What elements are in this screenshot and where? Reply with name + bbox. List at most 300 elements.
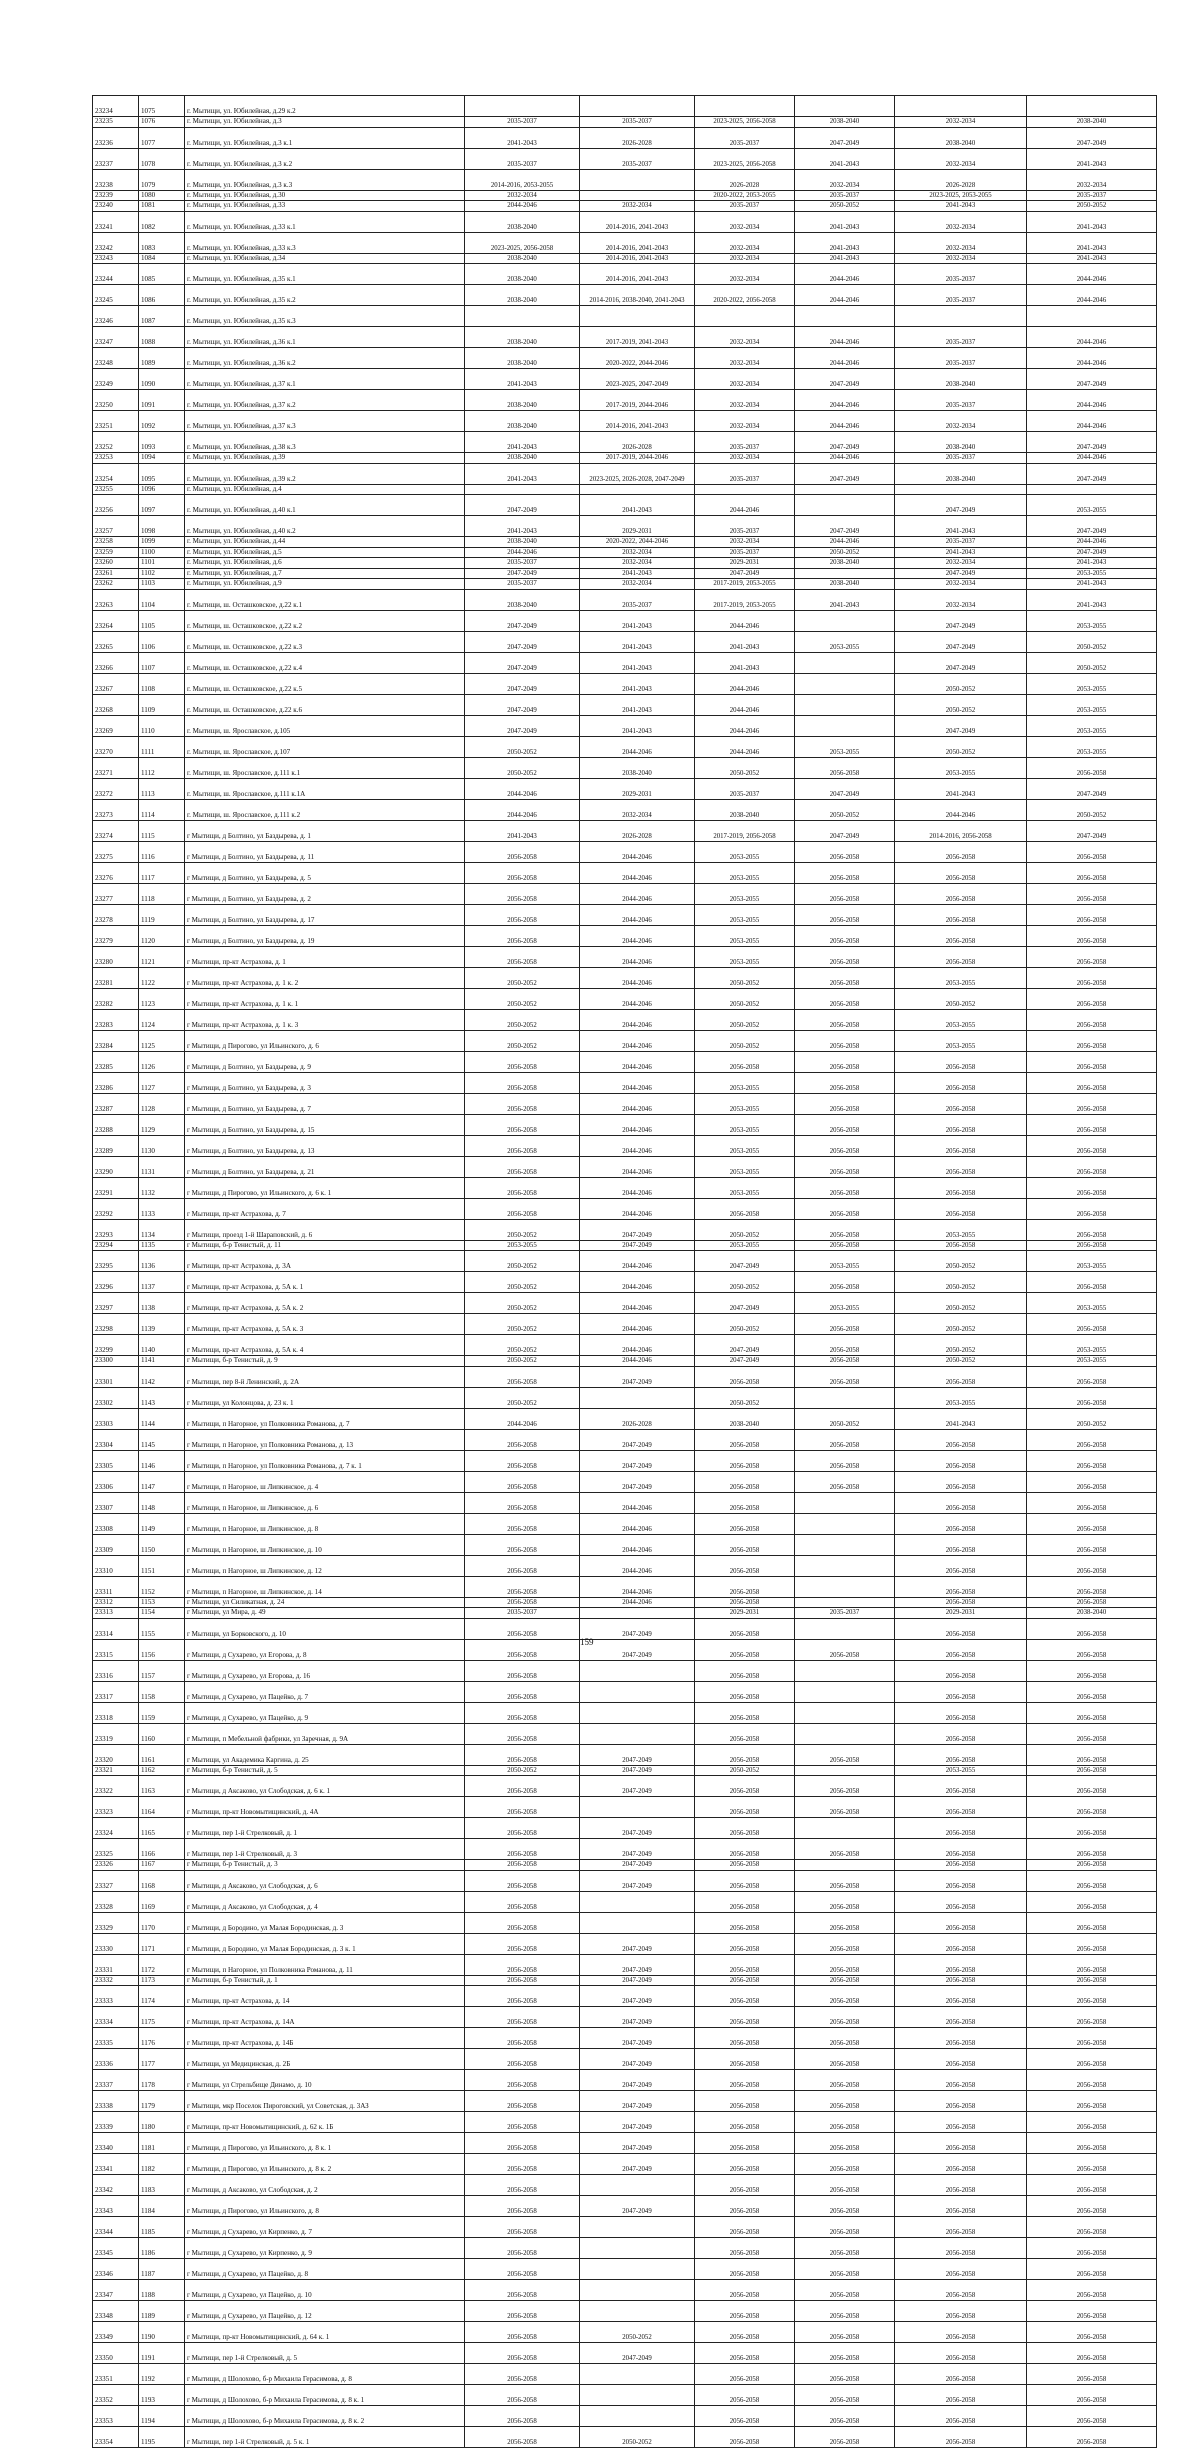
address-cell: г. Мытищи, ул. Юбилейная, д.39 к.2: [185, 463, 465, 484]
period-5-cell: 2056-2058: [895, 2091, 1027, 2112]
row-number-cell: 1095: [139, 463, 185, 484]
address-cell: г Мытищи, д Пирогово, ул Ильинского, д. 8 к. 2: [185, 2154, 465, 2175]
table-row: [93, 2133, 1157, 2154]
period-1-cell: 2047-2049: [465, 568, 580, 579]
row-id-cell: 23310: [93, 1555, 139, 1576]
table-row: [93, 988, 1157, 1009]
period-1-cell: 2056-2058: [465, 883, 580, 904]
period-1-cell: 2041-2043: [465, 463, 580, 484]
period-5-cell: 2056-2058: [895, 1986, 1027, 2007]
period-2-cell: 2014-2016, 2041-2043: [580, 264, 695, 285]
period-3-cell: 2017-2019, 2056-2058: [695, 820, 795, 841]
period-4-cell: [795, 306, 895, 327]
period-1-cell: 2056-2058: [465, 1366, 580, 1387]
period-1-cell: 2056-2058: [465, 1723, 580, 1744]
row-number-cell: 1094: [139, 453, 185, 464]
period-2-cell: 2047-2049: [580, 1870, 695, 1891]
period-1-cell: 2056-2058: [465, 2280, 580, 2301]
address-cell: г Мытищи, пр-кт Астрахова, д. 5А к. 4: [185, 1335, 465, 1356]
period-4-cell: [795, 1555, 895, 1576]
row-number-cell: 1130: [139, 1135, 185, 1156]
period-6-cell: 2050-2052: [1027, 652, 1157, 673]
period-3-cell: 2044-2046: [695, 495, 795, 516]
row-number-cell: 1132: [139, 1177, 185, 1198]
table-row: [93, 190, 1157, 201]
row-number-cell: 1181: [139, 2133, 185, 2154]
overhaul-schedule-table: [92, 95, 1157, 2448]
row-number-cell: 1100: [139, 547, 185, 558]
address-cell: г Мытищи, п Нагорное, ул Полковника Романова, д. 7 к. 1: [185, 1450, 465, 1471]
address-cell: г. Мытищи, ул. Юбилейная, д.29 к.2: [185, 96, 465, 117]
period-4-cell: 2041-2043: [795, 589, 895, 610]
table-row: [93, 1335, 1157, 1356]
period-5-cell: 2056-2058: [895, 2112, 1027, 2133]
row-id-cell: 23326: [93, 1860, 139, 1871]
row-id-cell: 23322: [93, 1776, 139, 1797]
period-2-cell: 2047-2049: [580, 1744, 695, 1765]
table-row: [93, 1860, 1157, 1871]
period-3-cell: 2056-2058: [695, 1860, 795, 1871]
address-cell: г Мытищи, пр-кт Астрахова, д. 3А: [185, 1251, 465, 1272]
period-1-cell: 2050-2052: [465, 1335, 580, 1356]
period-1-cell: 2056-2058: [465, 1639, 580, 1660]
period-6-cell: 2056-2058: [1027, 1986, 1157, 2007]
period-2-cell: 2032-2034: [580, 558, 695, 569]
table-row: [93, 1986, 1157, 2007]
period-1-cell: 2056-2058: [465, 1534, 580, 1555]
row-id-cell: 23272: [93, 778, 139, 799]
period-6-cell: 2056-2058: [1027, 1177, 1157, 1198]
period-2-cell: [580, 2301, 695, 2322]
period-4-cell: 2044-2046: [795, 411, 895, 432]
row-id-cell: 23353: [93, 2406, 139, 2427]
period-3-cell: 2053-2055: [695, 1156, 795, 1177]
period-4-cell: 2056-2058: [795, 2385, 895, 2406]
period-3-cell: 2056-2058: [695, 1702, 795, 1723]
period-5-cell: 2053-2055: [895, 1765, 1027, 1776]
period-4-cell: 2056-2058: [795, 1639, 895, 1660]
period-6-cell: 2053-2055: [1027, 1356, 1157, 1367]
period-2-cell: 2047-2049: [580, 2049, 695, 2070]
table-row: [93, 1240, 1157, 1251]
period-5-cell: 2053-2055: [895, 1030, 1027, 1051]
address-cell: г. Мытищи, ш. Ярославское, д.105: [185, 715, 465, 736]
table-row: [93, 369, 1157, 390]
row-number-cell: 1108: [139, 673, 185, 694]
period-5-cell: 2056-2058: [895, 2364, 1027, 2385]
period-3-cell: 2056-2058: [695, 1597, 795, 1608]
period-1-cell: 2035-2037: [465, 1608, 580, 1619]
row-id-cell: 23234: [93, 96, 139, 117]
period-1-cell: 2050-2052: [465, 1219, 580, 1240]
table-row: [93, 1608, 1157, 1619]
address-cell: г Мытищи, п Нагорное, ш Липкинское, д. 14: [185, 1576, 465, 1597]
address-cell: г Мытищи, б-р Тенистый, д. 11: [185, 1240, 465, 1251]
period-3-cell: 2056-2058: [695, 1429, 795, 1450]
period-1-cell: 2056-2058: [465, 841, 580, 862]
period-1-cell: 2056-2058: [465, 1933, 580, 1954]
period-6-cell: 2056-2058: [1027, 757, 1157, 778]
period-3-cell: 2032-2034: [695, 390, 795, 411]
address-cell: г Мытищи, д Бородино, ул Малая Бородинская, д. 3 к. 1: [185, 1933, 465, 1954]
period-2-cell: 2026-2028: [580, 432, 695, 453]
address-cell: г. Мытищи, ул. Юбилейная, д.36 к.1: [185, 327, 465, 348]
row-id-cell: 23319: [93, 1723, 139, 1744]
row-number-cell: 1158: [139, 1681, 185, 1702]
row-number-cell: 1083: [139, 232, 185, 253]
period-2-cell: 2047-2049: [580, 1429, 695, 1450]
row-number-cell: 1163: [139, 1776, 185, 1797]
period-4-cell: 2056-2058: [795, 2322, 895, 2343]
row-number-cell: 1193: [139, 2385, 185, 2406]
period-2-cell: 2044-2046: [580, 1534, 695, 1555]
row-id-cell: 23275: [93, 841, 139, 862]
period-1-cell: 2044-2046: [465, 778, 580, 799]
period-3-cell: 2053-2055: [695, 883, 795, 904]
period-2-cell: 2041-2043: [580, 631, 695, 652]
period-4-cell: 2056-2058: [795, 1072, 895, 1093]
period-1-cell: 2047-2049: [465, 715, 580, 736]
period-4-cell: 2053-2055: [795, 631, 895, 652]
period-2-cell: 2029-2031: [580, 516, 695, 537]
period-5-cell: 2038-2040: [895, 432, 1027, 453]
table-row: [93, 925, 1157, 946]
row-number-cell: 1085: [139, 264, 185, 285]
row-number-cell: 1120: [139, 925, 185, 946]
period-3-cell: 2053-2055: [695, 946, 795, 967]
row-id-cell: 23280: [93, 946, 139, 967]
row-number-cell: 1140: [139, 1335, 185, 1356]
row-number-cell: 1168: [139, 1870, 185, 1891]
period-6-cell: [1027, 306, 1157, 327]
row-id-cell: 23325: [93, 1839, 139, 1860]
period-2-cell: [580, 190, 695, 201]
period-4-cell: 2056-2058: [795, 1177, 895, 1198]
period-6-cell: 2044-2046: [1027, 327, 1157, 348]
row-id-cell: 23297: [93, 1293, 139, 1314]
period-2-cell: 2047-2049: [580, 1776, 695, 1797]
period-5-cell: 2056-2058: [895, 1975, 1027, 1986]
period-5-cell: 2056-2058: [895, 1240, 1027, 1251]
row-number-cell: 1136: [139, 1251, 185, 1272]
period-4-cell: 2056-2058: [795, 1912, 895, 1933]
row-id-cell: 23341: [93, 2154, 139, 2175]
period-2-cell: 2044-2046: [580, 1272, 695, 1293]
period-3-cell: 2056-2058: [695, 1450, 795, 1471]
period-3-cell: 2032-2034: [695, 327, 795, 348]
row-id-cell: 23294: [93, 1240, 139, 1251]
table-row: [93, 2385, 1157, 2406]
period-5-cell: 2035-2037: [895, 453, 1027, 464]
period-1-cell: 2056-2058: [465, 1818, 580, 1839]
period-4-cell: 2056-2058: [795, 2154, 895, 2175]
period-2-cell: 2044-2046: [580, 967, 695, 988]
address-cell: г Мытищи, д Болтино, ул Баздырева, д. 3: [185, 1072, 465, 1093]
period-1-cell: 2056-2058: [465, 2301, 580, 2322]
address-cell: г. Мытищи, ул. Юбилейная, д.33 к.1: [185, 211, 465, 232]
table-row: [93, 736, 1157, 757]
period-2-cell: 2044-2046: [580, 883, 695, 904]
period-1-cell: 2056-2058: [465, 2133, 580, 2154]
row-id-cell: 23323: [93, 1797, 139, 1818]
row-number-cell: 1125: [139, 1030, 185, 1051]
period-6-cell: 2056-2058: [1027, 1471, 1157, 1492]
period-6-cell: 2056-2058: [1027, 1870, 1157, 1891]
address-cell: г Мытищи, д Аксаково, ул Слободская, д. 2: [185, 2175, 465, 2196]
address-cell: г Мытищи, п Нагорное, ул Полковника Романова, д. 7: [185, 1408, 465, 1429]
period-6-cell: 2056-2058: [1027, 1135, 1157, 1156]
period-6-cell: 2050-2052: [1027, 1408, 1157, 1429]
row-number-cell: 1153: [139, 1597, 185, 1608]
period-2-cell: 2038-2040: [580, 757, 695, 778]
period-2-cell: 2044-2046: [580, 1335, 695, 1356]
period-3-cell: 2056-2058: [695, 1198, 795, 1219]
row-number-cell: 1107: [139, 652, 185, 673]
row-id-cell: 23270: [93, 736, 139, 757]
row-number-cell: 1091: [139, 390, 185, 411]
period-6-cell: 2056-2058: [1027, 841, 1157, 862]
row-id-cell: 23338: [93, 2091, 139, 2112]
row-id-cell: 23332: [93, 1975, 139, 1986]
period-6-cell: 2056-2058: [1027, 2280, 1157, 2301]
period-6-cell: 2056-2058: [1027, 2070, 1157, 2091]
row-number-cell: 1180: [139, 2112, 185, 2133]
row-number-cell: 1139: [139, 1314, 185, 1335]
period-6-cell: 2035-2037: [1027, 190, 1157, 201]
row-id-cell: 23287: [93, 1093, 139, 1114]
address-cell: г Мытищи, д Сухарево, ул Пацейко, д. 12: [185, 2301, 465, 2322]
address-cell: г Мытищи, ул Борковского, д. 10: [185, 1618, 465, 1639]
period-6-cell: 2056-2058: [1027, 1576, 1157, 1597]
address-cell: г Мытищи, д Сухарево, ул Кирпенко, д. 7: [185, 2217, 465, 2238]
period-5-cell: 2056-2058: [895, 1513, 1027, 1534]
period-1-cell: 2056-2058: [465, 1618, 580, 1639]
address-cell: г Мытищи, д Сухарево, ул Пацейко, д. 7: [185, 1681, 465, 1702]
period-6-cell: 2056-2058: [1027, 1975, 1157, 1986]
period-2-cell: 2044-2046: [580, 1072, 695, 1093]
period-6-cell: 2056-2058: [1027, 2091, 1157, 2112]
row-number-cell: 1184: [139, 2196, 185, 2217]
row-number-cell: 1165: [139, 1818, 185, 1839]
address-cell: г Мытищи, пр-кт Астрахова, д. 1 к. 2: [185, 967, 465, 988]
table-row: [93, 1618, 1157, 1639]
period-2-cell: 2047-2049: [580, 1933, 695, 1954]
period-4-cell: 2056-2058: [795, 1471, 895, 1492]
row-id-cell: 23278: [93, 904, 139, 925]
row-id-cell: 23335: [93, 2028, 139, 2049]
period-4-cell: 2056-2058: [795, 1156, 895, 1177]
address-cell: г Мытищи, д Болтино, ул Баздырева, д. 2: [185, 883, 465, 904]
period-3-cell: 2050-2052: [695, 967, 795, 988]
table-row: [93, 1744, 1157, 1765]
period-3-cell: 2056-2058: [695, 1513, 795, 1534]
address-cell: г Мытищи, д Пирогово, ул Ильинского, д. 6: [185, 1030, 465, 1051]
row-id-cell: 23264: [93, 610, 139, 631]
period-3-cell: 2038-2040: [695, 1408, 795, 1429]
table-row: [93, 2406, 1157, 2427]
address-cell: г. Мытищи, ул. Юбилейная, д.3 к.3: [185, 169, 465, 190]
address-cell: г Мытищи, пр-кт Астрахова, д. 1 к. 1: [185, 988, 465, 1009]
row-id-cell: 23254: [93, 463, 139, 484]
period-4-cell: [795, 1660, 895, 1681]
period-4-cell: 2056-2058: [795, 883, 895, 904]
row-id-cell: 23281: [93, 967, 139, 988]
address-cell: г Мытищи, д Шолохово, б-р Михаила Герасимова, д. 8 к. 2: [185, 2406, 465, 2427]
row-number-cell: 1111: [139, 736, 185, 757]
period-1-cell: 2056-2058: [465, 2238, 580, 2259]
period-1-cell: 2050-2052: [465, 967, 580, 988]
period-1-cell: 2050-2052: [465, 736, 580, 757]
period-4-cell: 2056-2058: [795, 1272, 895, 1293]
row-number-cell: 1171: [139, 1933, 185, 1954]
period-4-cell: 2056-2058: [795, 946, 895, 967]
period-5-cell: 2056-2058: [895, 2385, 1027, 2406]
row-id-cell: 23255: [93, 484, 139, 495]
table-row: [93, 2091, 1157, 2112]
address-cell: г Мытищи, п Нагорное, ул Полковника Романова, д. 13: [185, 1429, 465, 1450]
period-3-cell: 2029-2031: [695, 558, 795, 569]
period-4-cell: 2056-2058: [795, 1135, 895, 1156]
period-5-cell: 2056-2058: [895, 1156, 1027, 1177]
period-4-cell: [795, 610, 895, 631]
period-4-cell: 2056-2058: [795, 1986, 895, 2007]
table-row: [93, 1293, 1157, 1314]
period-5-cell: 2056-2058: [895, 2301, 1027, 2322]
period-6-cell: 2050-2052: [1027, 631, 1157, 652]
row-id-cell: 23276: [93, 862, 139, 883]
table-row: [93, 1534, 1157, 1555]
address-cell: г Мытищи, д Сухарево, ул Пацейко, д. 9: [185, 1702, 465, 1723]
row-id-cell: 23298: [93, 1314, 139, 1335]
period-5-cell: 2056-2058: [895, 1954, 1027, 1975]
row-number-cell: 1127: [139, 1072, 185, 1093]
period-1-cell: 2056-2058: [465, 1093, 580, 1114]
period-5-cell: 2056-2058: [895, 1933, 1027, 1954]
address-cell: г. Мытищи, ул. Юбилейная, д.33: [185, 201, 465, 212]
period-2-cell: 2047-2049: [580, 1765, 695, 1776]
period-4-cell: 2056-2058: [795, 1335, 895, 1356]
row-id-cell: 23258: [93, 537, 139, 548]
table-row: [93, 967, 1157, 988]
table-row: [93, 1114, 1157, 1135]
row-number-cell: 1102: [139, 568, 185, 579]
address-cell: г. Мытищи, ул. Юбилейная, д.30: [185, 190, 465, 201]
period-3-cell: [695, 96, 795, 117]
period-4-cell: 2056-2058: [795, 2175, 895, 2196]
period-3-cell: 2032-2034: [695, 369, 795, 390]
period-5-cell: 2056-2058: [895, 1114, 1027, 1135]
row-id-cell: 23261: [93, 568, 139, 579]
period-1-cell: 2050-2052: [465, 1387, 580, 1408]
row-number-cell: 1155: [139, 1618, 185, 1639]
address-cell: г Мытищи, пр-кт Новомытищинский, д. 64 к. 1: [185, 2322, 465, 2343]
row-number-cell: 1098: [139, 516, 185, 537]
period-2-cell: 2032-2034: [580, 579, 695, 590]
table-row: [93, 495, 1157, 516]
period-6-cell: 2056-2058: [1027, 1776, 1157, 1797]
period-1-cell: 2044-2046: [465, 799, 580, 820]
period-4-cell: [795, 673, 895, 694]
period-4-cell: 2053-2055: [795, 1293, 895, 1314]
address-cell: г Мытищи, д Пирогово, ул Ильинского, д. 8 к. 1: [185, 2133, 465, 2154]
period-6-cell: 2053-2055: [1027, 568, 1157, 579]
period-1-cell: 2041-2043: [465, 820, 580, 841]
period-6-cell: 2056-2058: [1027, 1030, 1157, 1051]
period-6-cell: 2041-2043: [1027, 558, 1157, 569]
period-4-cell: [795, 1597, 895, 1608]
period-1-cell: 2023-2025, 2056-2058: [465, 232, 580, 253]
table-row: [93, 1660, 1157, 1681]
period-1-cell: 2050-2052: [465, 1030, 580, 1051]
period-2-cell: 2047-2049: [580, 1618, 695, 1639]
address-cell: г Мытищи, п Нагорное, ш Липкинское, д. 6: [185, 1492, 465, 1513]
period-6-cell: 2056-2058: [1027, 1818, 1157, 1839]
row-number-cell: 1183: [139, 2175, 185, 2196]
period-4-cell: 2047-2049: [795, 369, 895, 390]
period-6-cell: 2056-2058: [1027, 904, 1157, 925]
period-5-cell: 2056-2058: [895, 2133, 1027, 2154]
period-5-cell: 2035-2037: [895, 537, 1027, 548]
period-6-cell: 2056-2058: [1027, 2427, 1157, 2448]
address-cell: г Мытищи, д Сухарево, ул Егорова, д. 16: [185, 1660, 465, 1681]
address-cell: г Мытищи, пр-кт Новомытищинский, д. 62 к. 1Б: [185, 2112, 465, 2133]
row-number-cell: 1187: [139, 2259, 185, 2280]
address-cell: г Мытищи, д Болтино, ул Баздырева, д. 13: [185, 1135, 465, 1156]
row-number-cell: 1167: [139, 1860, 185, 1871]
row-number-cell: 1166: [139, 1839, 185, 1860]
period-3-cell: 2056-2058: [695, 1492, 795, 1513]
period-1-cell: 2056-2058: [465, 1776, 580, 1797]
period-2-cell: 2047-2049: [580, 1818, 695, 1839]
period-2-cell: 2041-2043: [580, 694, 695, 715]
period-5-cell: 2056-2058: [895, 1576, 1027, 1597]
period-4-cell: 2056-2058: [795, 967, 895, 988]
period-6-cell: 2056-2058: [1027, 1597, 1157, 1608]
period-5-cell: 2056-2058: [895, 2217, 1027, 2238]
period-2-cell: 2044-2046: [580, 1576, 695, 1597]
address-cell: г Мытищи, пер 1-й Стрелковый, д. 1: [185, 1818, 465, 1839]
period-1-cell: 2056-2058: [465, 1198, 580, 1219]
row-number-cell: 1141: [139, 1356, 185, 1367]
row-id-cell: 23237: [93, 148, 139, 169]
period-1-cell: 2056-2058: [465, 2175, 580, 2196]
period-5-cell: 2038-2040: [895, 463, 1027, 484]
row-number-cell: 1147: [139, 1471, 185, 1492]
address-cell: г Мытищи, пр-кт Астрахова, д. 5А к. 3: [185, 1314, 465, 1335]
table-row: [93, 1639, 1157, 1660]
period-4-cell: 2056-2058: [795, 2301, 895, 2322]
period-3-cell: 2053-2055: [695, 904, 795, 925]
period-4-cell: [795, 1534, 895, 1555]
table-row: [93, 1072, 1157, 1093]
table-row: [93, 463, 1157, 484]
table-row: [93, 799, 1157, 820]
table-row: [93, 652, 1157, 673]
row-number-cell: 1186: [139, 2238, 185, 2259]
period-6-cell: 2053-2055: [1027, 673, 1157, 694]
period-4-cell: 2056-2058: [795, 2280, 895, 2301]
address-cell: г. Мытищи, ул. Юбилейная, д.3 к.2: [185, 148, 465, 169]
address-cell: г. Мытищи, ул. Юбилейная, д.5: [185, 547, 465, 558]
period-3-cell: 2056-2058: [695, 1471, 795, 1492]
row-id-cell: 23257: [93, 516, 139, 537]
period-5-cell: 2056-2058: [895, 1366, 1027, 1387]
row-id-cell: 23277: [93, 883, 139, 904]
row-number-cell: 1188: [139, 2280, 185, 2301]
table-row: [93, 694, 1157, 715]
period-6-cell: 2056-2058: [1027, 2154, 1157, 2175]
address-cell: г. Мытищи, ул. Юбилейная, д.7: [185, 568, 465, 579]
